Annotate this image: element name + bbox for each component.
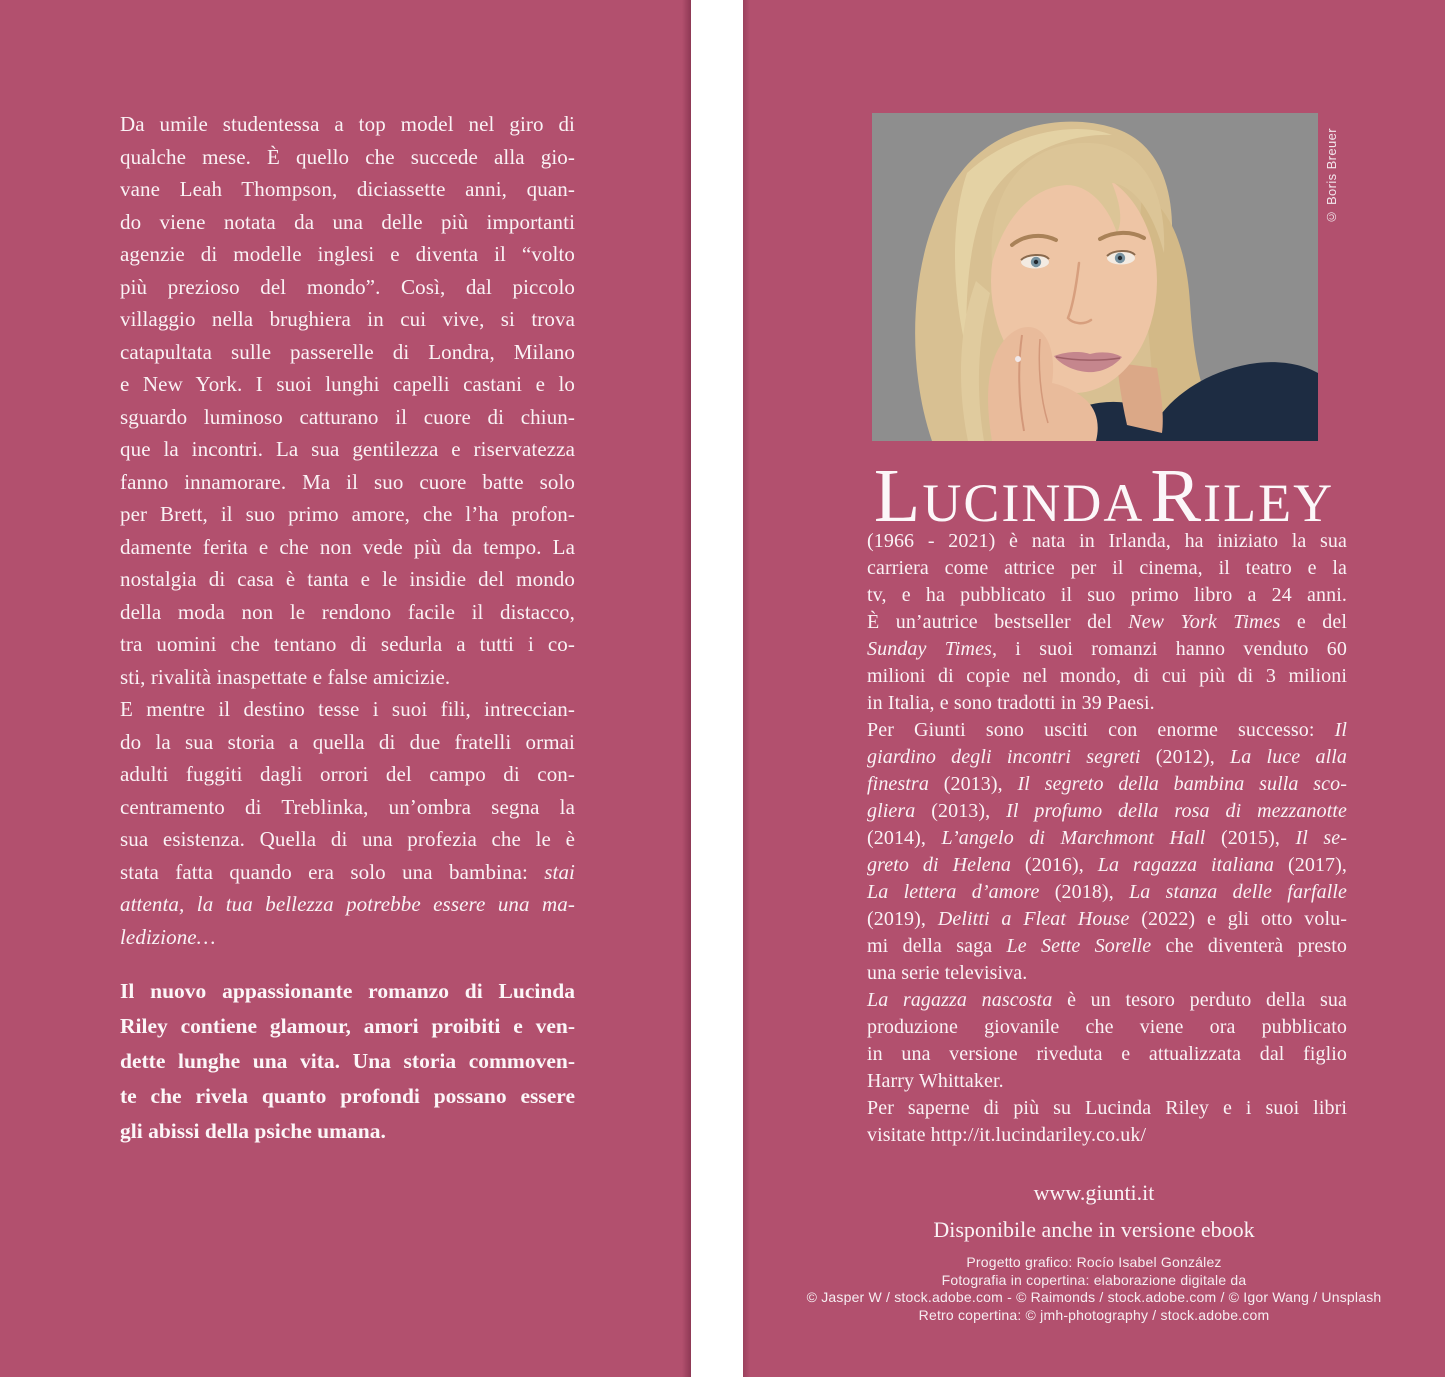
author-name-heading: LUCINDA RILEY [873, 454, 1335, 538]
text-line: È un’autrice bestseller del New York Times e del [867, 611, 1347, 633]
text-line: vane Leah Thompson, diciassette anni, quan- [120, 177, 575, 201]
text-line: te che rivela quanto profondi possano essere [120, 1084, 575, 1108]
text-line: gliera (2013), Il profumo della rosa di mezzanotte [867, 800, 1347, 822]
text-line: Progetto grafico: Rocío Isabel González [966, 1254, 1222, 1270]
text-line: greto di Helena (2016), La ragazza italiana (2017), [867, 854, 1347, 876]
text-line: sua esistenza. Quella di una profezia che le è [120, 827, 575, 851]
text-line: Il nuovo appassionante romanzo di Lucinda [120, 979, 575, 1003]
text-line: (1966 - 2021) è nata in Irlanda, ha iniziato la sua [867, 530, 1347, 552]
text-line: nostalgia di casa è tanta e le insidie del mondo [120, 567, 575, 591]
text-line: Da umile studentessa a top model nel giro di [120, 112, 575, 136]
text-line: e New York. I suoi lunghi capelli castani e lo [120, 372, 575, 396]
text-line: fanno innamorare. Ma il suo cuore batte solo [120, 469, 575, 494]
text-line: milioni di copie nel mondo, di cui più di 3 milioni [867, 665, 1347, 687]
text-line: Riley contiene glamour, amori proibiti e ven- [120, 1014, 575, 1038]
text-line: (2014), L’angelo di Marchmont Hall (2015), Il se- [867, 827, 1347, 849]
synopsis-text [120, 108, 575, 953]
publisher-website: www.giunti.it [1033, 1180, 1155, 1205]
ring-detail [1015, 356, 1021, 362]
photo-credit: © Boris Breuer [1324, 128, 1339, 225]
text-line: Sunday Times, i suoi romanzi hanno venduto 60 [867, 638, 1347, 660]
text-line: Fotografia in copertina: elaborazione digitale da [941, 1271, 1247, 1288]
text-line: qualche mese. È quello che succede alla gio- [120, 144, 575, 169]
text-line: sti, rivalità inaspettate e false amicizie. [120, 664, 451, 689]
text-line: E mentre il destino tesse i suoi fili, intreccian- [120, 697, 575, 721]
author-flap-panel [743, 0, 1445, 1377]
text-line: attenta, la tua bellezza potrebbe essere una ma- [120, 892, 575, 916]
author-bio-text [867, 528, 1347, 1149]
text-line: do viene notata da una delle più importanti [120, 209, 575, 234]
text-line: per Brett, il suo primo amore, che l’ha profon- [120, 502, 575, 526]
text-line: que la incontri. La sua gentilezza e riservatezza [120, 437, 575, 461]
text-line: giardino degli incontri segreti (2012), La luce alla [867, 746, 1347, 768]
author-photo [872, 113, 1339, 441]
flap-footer [743, 1180, 1445, 1324]
text-line: © Jasper W / stock.adobe.com - © Raimonds / stock.adobe.com / © Igor Wang / Unsplash [806, 1289, 1382, 1306]
text-line: catapultata sulle passerelle di Londra, Milano [120, 339, 575, 364]
text-line: ledizione… [120, 924, 216, 949]
tagline-text [120, 974, 575, 1149]
text-line: visitate http://it.lucindariley.co.uk/ [867, 1124, 1147, 1146]
text-line: tv, e ha pubblicato il suo primo libro a 24 anni. [867, 584, 1347, 606]
text-line: Retro copertina: © jmh-photography / stock.adobe.com [918, 1306, 1270, 1323]
text-line: damente ferita e che non vede più da tempo. La [120, 534, 575, 559]
text-line: mi della saga Le Sette Sorelle che diventerà presto [867, 935, 1347, 957]
text-line: in Italia, e sono tradotti in 39 Paesi. [867, 692, 1155, 714]
text-line: Harry Whittaker. [867, 1070, 1004, 1092]
text-line: do la sua storia a quella di due fratelli ormai [120, 729, 575, 754]
text-line: produzione giovanile che viene ora pubblicato [867, 1016, 1347, 1038]
text-line: agenzie di modelle inglesi e diventa il “volto [120, 242, 575, 266]
text-line: La ragazza nascosta è un tesoro perduto della sua [867, 989, 1347, 1011]
back-cover-panel [0, 0, 691, 1377]
text-line: villaggio nella brughiera in cui vive, si trova [120, 307, 575, 331]
text-line: della moda non le rendono facile il distacco, [120, 599, 575, 624]
text-line: centramento di Treblinka, un’ombra segna la [120, 794, 575, 819]
text-line: La lettera d’amore (2018), La stanza delle farfalle [867, 881, 1347, 903]
text-line: dette lunghe una vita. Una storia commoven- [120, 1049, 575, 1073]
text-line: sguardo luminoso catturano il cuore di chiun- [120, 404, 575, 429]
text-line: carriera come attrice per il cinema, il teatro e la [867, 557, 1347, 579]
text-line: gli abissi della psiche umana. [120, 1119, 386, 1143]
design-credits [743, 1254, 1445, 1324]
text-line: adulti fuggiti dagli orrori del campo di con- [120, 762, 575, 786]
text-line: Per saperne di più su Lucinda Riley e i suoi libri [867, 1097, 1347, 1119]
text-line: finestra (2013), Il segreto della bambina sulla sco- [867, 773, 1347, 795]
text-line: tra uomini che tentano di sedurla a tutti i co- [120, 632, 575, 656]
text-line: più prezioso del mondo”. Così, dal piccolo [120, 274, 575, 299]
author-portrait-illustration [872, 113, 1318, 441]
text-line: una serie televisiva. [867, 962, 1028, 984]
text-line: stata fatta quando era solo una bambina: stai [120, 859, 575, 884]
text-line: Per Giunti sono usciti con enorme successo: Il [867, 719, 1347, 741]
text-line: in una versione riveduta e attualizzata dal figlio [867, 1043, 1347, 1065]
ebook-availability-note: Disponibile anche in versione ebook [933, 1217, 1255, 1242]
text-line: (2019), Delitti a Fleat House (2022) e gli otto volu- [867, 908, 1348, 930]
